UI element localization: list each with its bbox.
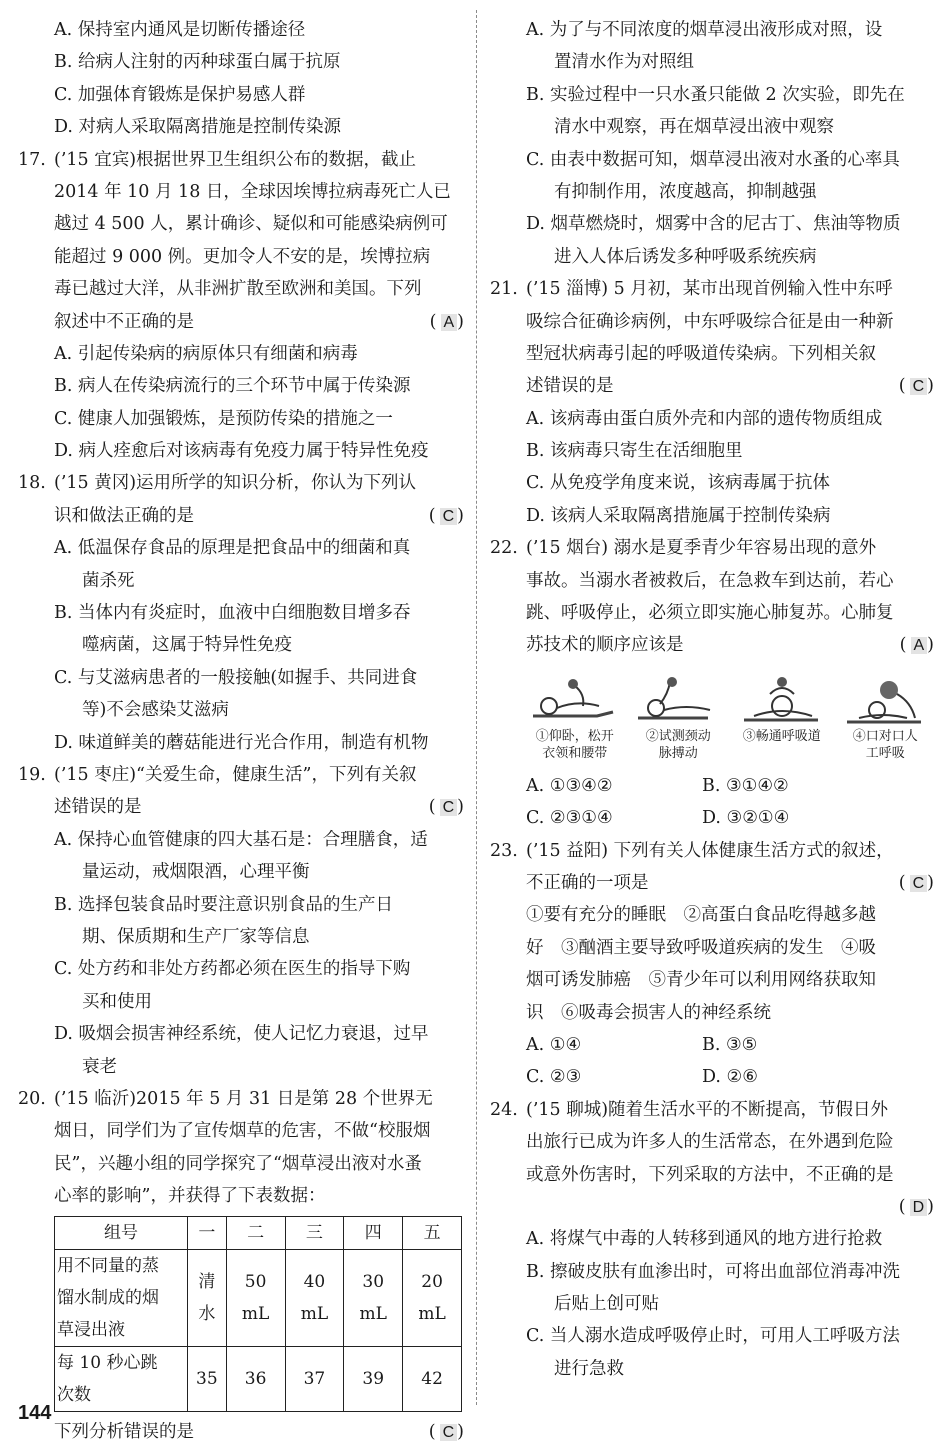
option-b: B. 擦破皮肤有血渗出时，可将出血部位消毒冲洗 — [526, 1261, 900, 1282]
table-cell: 37 — [285, 1347, 344, 1412]
answer-bracket: ( A ) — [899, 635, 934, 656]
caption-line: ②试测颈动 — [645, 728, 711, 744]
options-row — [490, 1029, 934, 1061]
answer-bracket: ( C ) — [428, 1422, 464, 1443]
option-c-cont: 买和使用 — [82, 991, 152, 1012]
page-number: 144 — [18, 1402, 52, 1424]
option-a: A. 该病毒由蛋白质外壳和内部的遗传物质组成 — [526, 408, 883, 429]
option-d-cont: 衰老 — [82, 1056, 117, 1077]
table-header-cell: 一 — [188, 1217, 227, 1250]
question-stem: (’15 淄博) 5 月初，某市出现首例输入性中东呼 — [526, 279, 893, 300]
answer-letter: C — [440, 799, 458, 816]
option-b-cont: 噬病菌，这属于特异性免疫 — [82, 635, 292, 656]
option-a: A. 将煤气中毒的人转移到通风的地方进行抢救 — [526, 1229, 883, 1250]
option-a-cont: 置清水作为对照组 — [554, 52, 694, 73]
option-a: A. ①③④② — [526, 775, 613, 796]
cpr-rescue-breath-icon — [837, 676, 933, 728]
table-header-cell: 五 — [403, 1217, 462, 1250]
question-stem: 能超过 9 000 例。更加令人不安的是，埃博拉病 — [54, 246, 431, 267]
option-b: B. ③⑤ — [702, 1034, 758, 1055]
caption-line: ④口对口人 — [852, 728, 918, 744]
caption-line: ①仰卧，松开 — [535, 728, 614, 744]
option-b: B. 该病毒只寄生在活细胞里 — [526, 441, 743, 462]
question-24 — [490, 1094, 934, 1386]
label-line: 馏水制成的烟 — [57, 1288, 159, 1309]
option-c: C. 由表中数据可知，烟草浸出液对水蚤的心率具 — [526, 149, 900, 170]
question-22 — [490, 532, 934, 834]
q16-option-c: C. 加强体育锻炼是保护易感人群 — [54, 84, 306, 105]
question-stem: (’15 益阳) 下列有关人体健康生活方式的叙述， — [526, 840, 894, 861]
question-stem: 越过 4 500 人，累计确诊、疑似和可能感染病例可 — [54, 214, 448, 235]
option-d-cont: 进入人体后诱发多种呼吸系统疾病 — [554, 246, 817, 267]
question-stem: (’15 黄冈)运用所学的知识分析，你认为下列认 — [54, 473, 417, 494]
table-header-row — [55, 1217, 462, 1250]
option-d: D. 病人痊愈后对该病毒有免疫力属于特异性免疫 — [54, 441, 429, 462]
question-number: 23. — [490, 840, 518, 861]
option-c-cont: 等)不会感染艾滋病 — [82, 700, 229, 721]
label-line: 次数 — [57, 1385, 91, 1406]
option-d: D. 该病人采取隔离措施属于控制传染病 — [526, 505, 831, 526]
option-a-cont: 量运动，戒烟限酒，心理平衡 — [82, 862, 310, 883]
option-c: C. ②③①④ — [526, 808, 613, 829]
table-row-label — [55, 1250, 188, 1347]
question-stem: (’15 枣庄)“关爱生命，健康生活”，下列有关叙 — [54, 764, 417, 785]
option-a: A. 为了与不同浓度的烟草浸出液形成对照，设 — [526, 20, 883, 40]
question-stem: 或意外伤害时，下列采取的方法中，不正确的是 — [526, 1164, 894, 1185]
answer-bracket: ( A ) — [429, 311, 464, 332]
option-a: A. 引起传染病的病原体只有细菌和病毒 — [54, 343, 358, 364]
options-row — [490, 802, 934, 834]
option-d: D. 烟草燃烧时，烟雾中含的尼古丁、焦油等物质 — [526, 214, 901, 235]
question-18 — [18, 467, 464, 759]
table-cell: 36 — [226, 1347, 285, 1412]
option-d: D. ③②①④ — [702, 808, 790, 829]
question-23 — [490, 835, 934, 1094]
statement-line: 好 ③酗酒主要导致呼吸道疾病的发生 ④吸 — [526, 937, 876, 958]
caption-line: 脉搏动 — [658, 745, 698, 761]
table-row — [55, 1347, 462, 1412]
figure-caption — [733, 728, 831, 745]
question-stem: (’15 宜宾)根据世界卫生组织公布的数据，截止 — [54, 149, 417, 170]
question-number: 20. — [18, 1088, 46, 1109]
caption-line: 衣领和腰带 — [542, 745, 608, 761]
option-b-cont: 期、保质期和生产厂家等信息 — [82, 926, 310, 947]
answer-letter: A — [911, 637, 928, 654]
option-c: C. 处方药和非处方药都必须在医生的指导下购 — [54, 959, 411, 980]
left-column — [18, 14, 464, 1449]
cpr-airway-icon — [734, 676, 830, 728]
table-cell: 35 — [188, 1347, 227, 1412]
cpr-pulse-check-icon — [630, 676, 726, 728]
table-header-cell: 三 — [285, 1217, 344, 1250]
table-cell: 50 mL — [226, 1250, 285, 1347]
option-b-cont: 清水中观察，再在烟草浸出液中观察 — [554, 117, 834, 138]
question-number: 22. — [490, 538, 518, 559]
question-stem: 心率的影响”，并获得了下表数据： — [54, 1186, 326, 1207]
option-c: C. 健康人加强锻炼，是预防传染的措施之一 — [54, 408, 393, 429]
q16-option-b: B. 给病人注射的丙种球蛋白属于抗原 — [54, 52, 341, 73]
answer-letter: C — [910, 378, 928, 395]
option-a: A. 保持心血管健康的四大基石是：合理膳食，适 — [54, 829, 428, 850]
table-row-label — [55, 1347, 188, 1412]
answer-line — [490, 1191, 934, 1223]
answer-bracket: ( C ) — [898, 376, 934, 397]
table-cell: 20 mL — [403, 1250, 462, 1347]
question-stem: 事故。当溺水者被救后，在急救车到达前，若心 — [526, 570, 894, 591]
question-stem: 识和做法正确的是 — [54, 505, 194, 526]
question-stem: 2014 年 10 月 18 日，全球因埃博拉病毒死亡人已 — [54, 181, 451, 202]
right-column — [490, 14, 934, 1385]
question-stem: 叙述中不正确的是 — [54, 311, 194, 332]
figure-caption — [837, 728, 935, 762]
answer-bracket: ( C ) — [428, 797, 464, 818]
question-number: 18. — [18, 473, 46, 494]
question-stem: 跳、呼吸停止，必须立即实施心肺复苏。心肺复 — [526, 603, 894, 624]
cpr-supine-icon — [527, 676, 623, 728]
cpr-step-2 — [630, 676, 728, 762]
label-line: 每 10 秒心跳 — [57, 1353, 158, 1374]
option-a: A. ①④ — [526, 1034, 582, 1055]
option-b: B. 当体内有炎症时，血液中白细胞数目增多吞 — [54, 603, 411, 624]
answer-bracket: ( C ) — [428, 505, 464, 526]
caption-line: ③畅通呼吸道 — [742, 728, 821, 744]
question-21 — [490, 273, 934, 532]
question-number: 24. — [490, 1099, 518, 1120]
answer-letter: C — [440, 508, 458, 525]
answer-letter: C — [440, 1424, 458, 1441]
caption-line: 工呼吸 — [865, 745, 905, 761]
question-stem: 苏技术的顺序应该是 — [526, 635, 684, 656]
question-stem: 述错误的是 — [526, 376, 614, 397]
cpr-illustrations — [526, 676, 934, 762]
answer-letter: C — [910, 875, 928, 892]
statement-line: 识 ⑥吸毒会损害人的神经系统 — [526, 1002, 771, 1023]
q16-options — [18, 14, 464, 144]
question-stem: 民”，兴趣小组的同学探究了“烟草浸出液对水蚤 — [54, 1153, 422, 1174]
answer-letter: A — [441, 314, 458, 331]
table-row — [55, 1250, 462, 1347]
table-header-cell: 四 — [344, 1217, 403, 1250]
answer-bracket: ( D ) — [898, 1196, 934, 1217]
question-17 — [18, 144, 464, 468]
question-number: 17. — [18, 149, 46, 170]
table-cell: 清水 — [188, 1250, 227, 1347]
table-cell: 39 — [344, 1347, 403, 1412]
answer-letter: D — [910, 1199, 928, 1216]
table-header-cell: 二 — [226, 1217, 285, 1250]
question-19 — [18, 759, 464, 1083]
option-d: D. 吸烟会损害神经系统，使人记忆力衰退，过早 — [54, 1024, 429, 1045]
question-number: 19. — [18, 764, 46, 785]
cpr-step-4 — [837, 676, 935, 762]
question-stem: (’15 临沂)2015 年 5 月 31 日是第 28 个世界无 — [54, 1088, 433, 1109]
option-b: B. 实验过程中一只水蚤只能做 2 次实验，即先在 — [526, 84, 905, 105]
label-line: 草浸出液 — [57, 1320, 125, 1341]
option-d: D. ②⑥ — [702, 1067, 758, 1088]
option-c: C. 与艾滋病患者的一般接触(如握手、共同进食 — [54, 667, 418, 688]
question-20 — [18, 1083, 464, 1449]
question-stem: 下列分析错误的是 — [54, 1422, 194, 1443]
statement-line: 烟可诱发肺癌 ⑤青少年可以利用网络获取知 — [526, 970, 876, 991]
option-c: C. 从免疫学角度来说，该病毒属于抗体 — [526, 473, 830, 494]
options-row — [490, 1061, 934, 1093]
cpr-step-3 — [733, 676, 831, 762]
figure-caption — [630, 728, 728, 762]
question-stem: 毒已越过大洋，从非洲扩散至欧洲和美国。下列 — [54, 279, 422, 300]
table-cell: 42 — [403, 1347, 462, 1412]
option-c-cont: 有抑制作用，浓度越高，抑制越强 — [554, 181, 817, 202]
question-stem: 不正确的一项是 — [526, 872, 649, 893]
option-a-cont: 菌杀死 — [82, 570, 135, 591]
question-number: 21. — [490, 279, 518, 300]
question-stem: 吸综合征确诊病例，中东呼吸综合征是由一种新 — [526, 311, 894, 332]
q16-option-a: A. 保持室内通风是切断传播途径 — [54, 20, 306, 40]
option-b: B. ③①④② — [702, 775, 789, 796]
data-table — [54, 1216, 462, 1412]
table-cell: 40 mL — [285, 1250, 344, 1347]
question-stem: 出旅行已成为许多人的生活常态，在外遇到危险 — [526, 1132, 894, 1153]
option-c: C. 当人溺水造成呼吸停止时，可用人工呼吸方法 — [526, 1326, 900, 1347]
q20-options — [490, 14, 934, 273]
option-b-cont: 后贴上创可贴 — [554, 1294, 659, 1315]
question-stem: (’15 烟台) 溺水是夏季青少年容易出现的意外 — [526, 538, 877, 559]
question-stem: 型冠状病毒引起的呼吸道传染病。下列相关叙 — [526, 343, 876, 364]
column-divider — [476, 10, 477, 1405]
option-d: D. 味道鲜美的蘑菇能进行光合作用，制造有机物 — [54, 732, 429, 753]
cpr-step-1 — [526, 676, 624, 762]
statement-line: ①要有充分的睡眠 ②高蛋白食品吃得越多越 — [526, 905, 876, 926]
q16-option-d: D. 对病人采取隔离措施是控制传染源 — [54, 117, 342, 138]
option-a: A. 低温保存食品的原理是把食品中的细菌和真 — [54, 538, 411, 559]
answer-bracket: ( C ) — [898, 872, 934, 893]
table-cell: 30 mL — [344, 1250, 403, 1347]
option-b: B. 选择包装食品时要注意识别食品的生产日 — [54, 894, 393, 915]
question-stem: 烟日，同学们为了宣传烟草的危害，不做“校服烟 — [54, 1121, 431, 1142]
figure-caption — [526, 728, 624, 762]
option-b: B. 病人在传染病流行的三个环节中属于传染源 — [54, 376, 411, 397]
option-c-cont: 进行急救 — [554, 1358, 624, 1379]
options-row — [490, 770, 934, 802]
question-stem: (’15 聊城)随着生活水平的不断提高，节假日外 — [526, 1099, 889, 1120]
question-stem: 述错误的是 — [54, 797, 142, 818]
label-line: 用不同量的蒸 — [57, 1256, 159, 1277]
table-header-cell: 组号 — [55, 1217, 188, 1250]
option-c: C. ②③ — [526, 1067, 582, 1088]
